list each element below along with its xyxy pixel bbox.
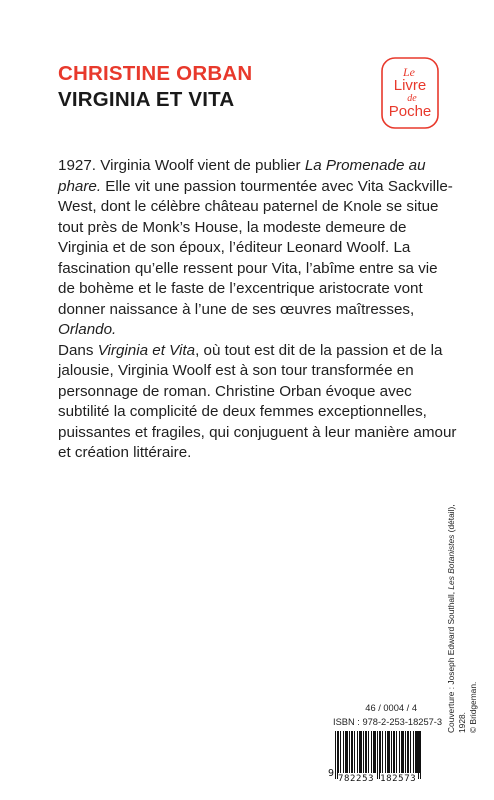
logo-le: Le <box>403 65 415 79</box>
barcode-guard-right <box>418 731 419 779</box>
book-description <box>58 156 458 464</box>
barcode-first-digit: 9 <box>328 768 335 779</box>
logo-livre: Livre <box>393 77 427 94</box>
barcode-guard-left-2 <box>337 731 338 779</box>
barcode-guard-right-2 <box>420 731 421 779</box>
logo-de: de <box>407 93 417 104</box>
cover-credit: Couverture : Joseph Edward Southall, Les Botanistes (détail), 1928. © Bridgeman. <box>446 504 478 733</box>
author-name: CHRISTINE ORBAN <box>58 62 253 85</box>
logo-poche: Poche <box>388 103 432 120</box>
book-title: VIRGINIA ET VITA <box>58 88 235 111</box>
barcode-digits: 782253 182573 <box>338 774 417 784</box>
barcode-bars <box>335 731 421 773</box>
description-paragraph-2: Dans Virginia et Vita, où tout est dit de la passion et de la jalousie, Virginia Woolf est à son tour transformée en personnage de roman. Christine Orban évoque avec subtilité la complicité de deux femmes exceptionnelles, puissantes et fragiles, qui conjuguent à leur manière amour et création littéraire. <box>58 341 457 461</box>
product-code: 46 / 0004 / 4 <box>365 703 417 713</box>
barcode-guard-left <box>335 731 336 779</box>
barcode-guard-center <box>377 731 378 779</box>
isbn-number: ISBN : 978-2-253-18257-3 <box>333 717 443 727</box>
barcode <box>328 731 422 783</box>
barcode-guard-center-2 <box>379 731 380 779</box>
publisher-logo <box>381 57 439 129</box>
description-paragraph-1: 1927. Virginia Woolf vient de publier La Promenade au phare. Elle vit une passion tourmentée avec Vita Sackville-West, dont le célèbre château paternel de Knole se situe tout près de Monk’s House, la modeste demeure de Virginia et de son époux, l’éditeur Leonard Woolf. La fascination qu’elle ressent pour Vita, l’abîme entre sa vie de bohème et le faste de l’excentrique aristocrate vont donner naissance à l’une de ses œuvres maîtresses, Orlando. <box>58 157 453 338</box>
